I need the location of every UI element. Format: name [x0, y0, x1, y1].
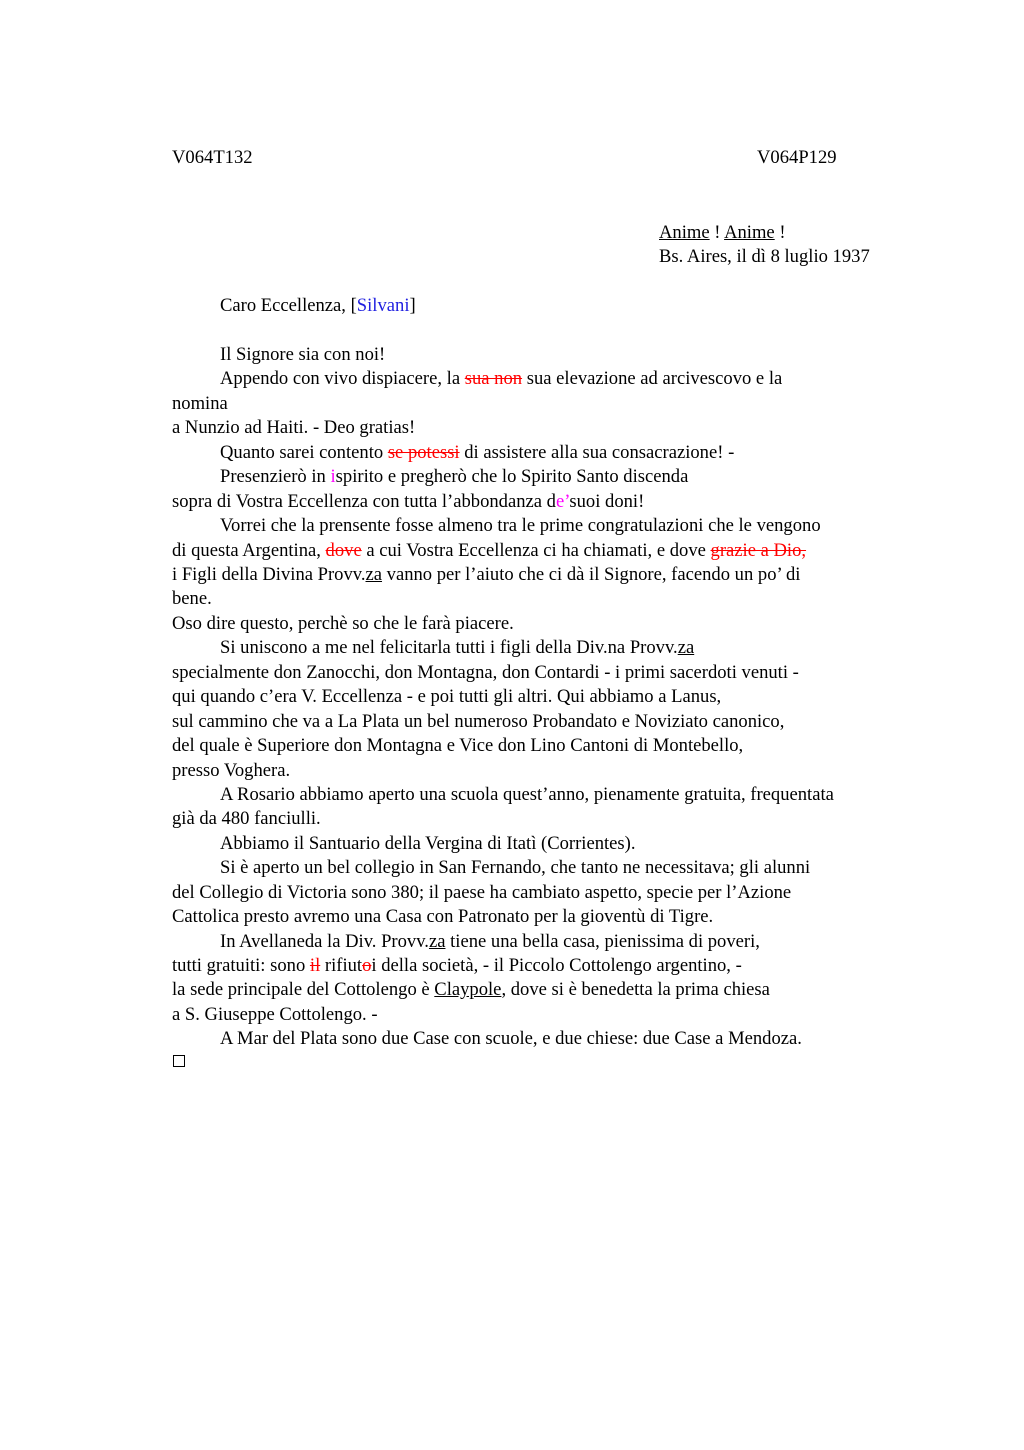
text-run: a cui Vostra Eccellenza ci ha chiamati, e dove [361, 540, 711, 561]
body-line: A Mar del Plata sono due Case con scuole, e due chiese: due Case a Mendoza. [220, 1028, 802, 1049]
body-line [220, 444, 734, 463]
document-code-left: V064T132 [172, 147, 253, 168]
text-run: rifiut [320, 955, 363, 976]
text-run: di questa Argentina, [172, 540, 326, 561]
inserted-text: i [330, 466, 336, 487]
text-run: Presenzierò in [220, 466, 331, 487]
text-run: suoi doni! [569, 491, 645, 512]
body-line: Abbiamo il Santuario della Vergina di Itatì (Corrientes). [220, 833, 636, 854]
deleted-text: o [362, 955, 372, 976]
text-run: Quanto sarei contento [220, 442, 388, 463]
inserted-text: e’ [555, 491, 570, 512]
body-line: Si è aperto un bel collegio in San Fernando, che tanto ne necessitava; gli alunni [220, 857, 811, 878]
deleted-text: sua non [464, 368, 523, 389]
body-line [172, 957, 742, 976]
salutation [220, 297, 416, 316]
body-line [220, 468, 688, 487]
end-marker-box [173, 1055, 185, 1067]
text-run: sopra di Vostra Eccellenza con tutta l’abbondanza d [172, 491, 556, 512]
text-run: i Figli della Divina Provv. [172, 564, 366, 585]
text-run: la sede principale del Cottolengo è [172, 979, 435, 1000]
body-line [172, 542, 806, 561]
motto-sep-1: ! [709, 222, 725, 243]
body-line: bene. [172, 588, 212, 609]
deleted-text: il [309, 955, 321, 976]
editor-note-recipient: Silvani [356, 295, 410, 316]
body-line [172, 566, 800, 585]
body-line [172, 981, 770, 1000]
dateline: Bs. Aires, il dì 8 luglio 1937 [659, 246, 870, 267]
text-run: tiene una bella casa, pienissima di poveri, [445, 931, 760, 952]
body-line: a S. Giuseppe Cottolengo. - [172, 1004, 378, 1025]
body-line: del Collegio di Victoria sono 380; il paese ha cambiato aspetto, specie per l’Azione [172, 882, 792, 903]
text-run: spirito e pregherò che lo Spirito Santo discenda [335, 466, 689, 487]
body-line [220, 933, 760, 952]
body-line: già da 480 fanciulli. [172, 808, 321, 829]
motto-sep-2: ! [774, 222, 786, 243]
salutation-close: ] [409, 295, 416, 316]
body-line: sul cammino che va a La Plata un bel numeroso Probandato e Noviziato canonico, [172, 711, 785, 732]
text-run: , dove si è benedetta la prima chiesa [501, 979, 770, 1000]
text-run: Si uniscono a me nel felicitarla tutti i figli della Div.na Provv. [220, 637, 678, 658]
motto-word-1: Anime [659, 222, 710, 243]
body-line: specialmente don Zanocchi, don Montagna, don Contardi - i primi sacerdoti venuti - [172, 662, 799, 683]
underlined-text: za [677, 637, 695, 658]
body-line: Il Signore sia con noi! [220, 344, 386, 365]
body-line: del quale è Superiore don Montagna e Vice don Lino Cantoni di Montebello, [172, 735, 744, 756]
underlined-text: za [428, 931, 446, 952]
text-run: tutti gratuiti: sono [172, 955, 310, 976]
deleted-text: se potessi [387, 442, 460, 463]
body-line: a Nunzio ad Haiti. - Deo gratias! [172, 417, 416, 438]
text-run: di assistere alla sua consacrazione! - [459, 442, 735, 463]
body-line: Oso dire questo, perchè so che le farà piacere. [172, 613, 514, 634]
deleted-text: dove [325, 540, 362, 561]
body-line: Cattolica presto avremo una Casa con Patronato per la gioventù di Tigre. [172, 906, 714, 927]
deleted-text: grazie a Dio, [710, 540, 807, 561]
body-line [220, 370, 782, 389]
underlined-text: Claypole [434, 979, 502, 1000]
underlined-text: za [365, 564, 383, 585]
text-run: Appendo con vivo dispiacere, la [220, 368, 465, 389]
body-line [220, 639, 694, 658]
salutation-text: Caro Eccellenza, [ [220, 295, 357, 316]
text-run: In Avellaneda la Div. Provv. [220, 931, 429, 952]
body-line: Vorrei che la prensente fosse almeno tra le prime congratulazioni che le vengono [220, 515, 821, 536]
motto [659, 224, 786, 243]
text-run: sua elevazione ad arcivescovo e la [522, 368, 783, 389]
body-line: qui quando c’era V. Eccellenza - e poi tutti gli altri. Qui abbiamo a Lanus, [172, 686, 722, 707]
document-code-right: V064P129 [757, 147, 837, 168]
body-line: A Rosario abbiamo aperto una scuola quest’anno, pienamente gratuita, frequentata [220, 784, 834, 805]
motto-word-2: Anime [724, 222, 775, 243]
text-run: vanno per l’aiuto che ci dà il Signore, facendo un po’ di [382, 564, 801, 585]
body-line: presso Voghera. [172, 760, 291, 781]
body-line [172, 493, 644, 512]
body-line: nomina [172, 393, 228, 414]
text-run: i della società, - il Piccolo Cottolengo argentino, - [371, 955, 742, 976]
